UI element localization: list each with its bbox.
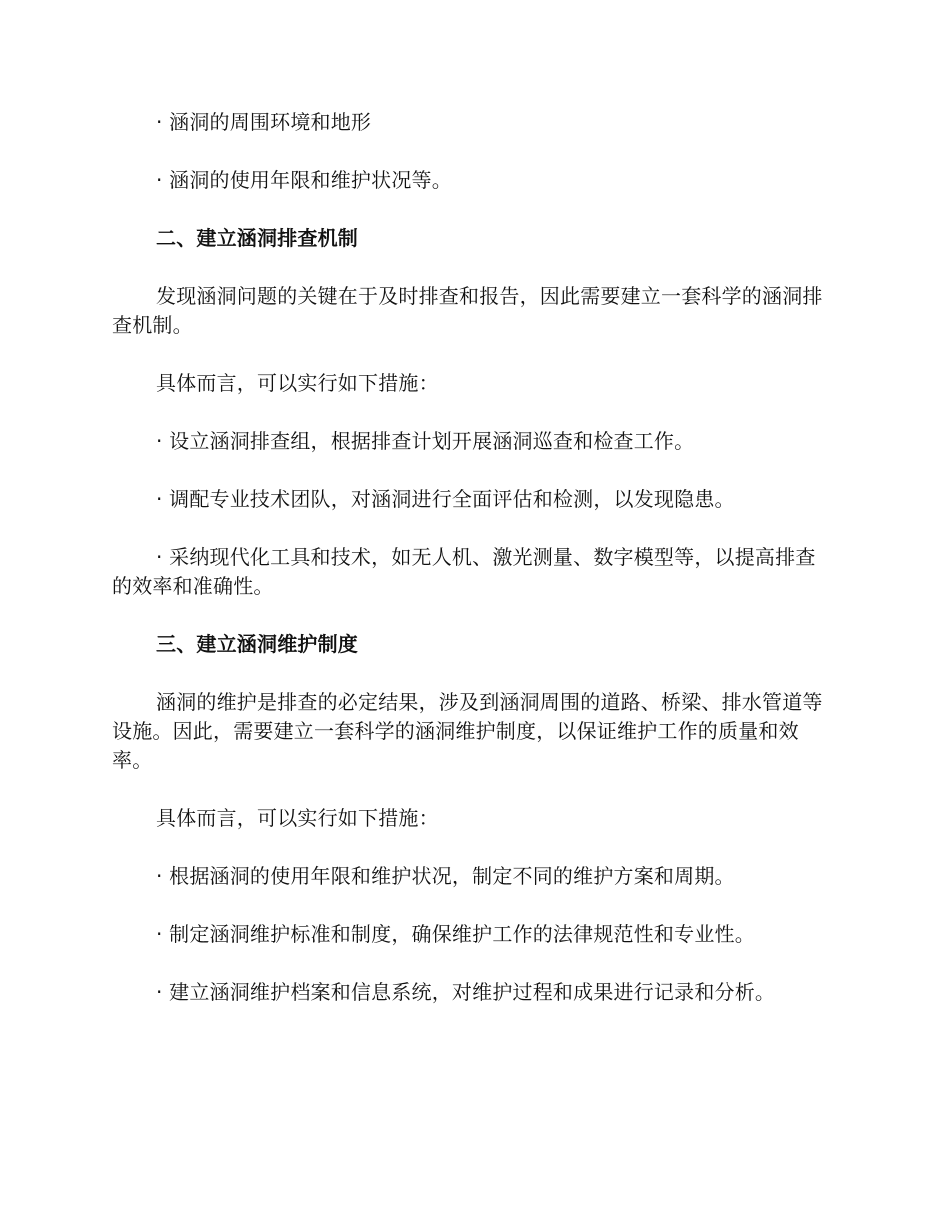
paragraph-inspection-intro: 发现涵洞问题的关键在于及时排查和报告，因此需要建立一套科学的涵洞排查机制。 [112, 284, 823, 337]
bullet-maintenance-standards: · 制定涵洞维护标准和制度，确保维护工作的法律规范性和专业性。 [156, 922, 755, 946]
document-page [112, 108, 832, 1036]
bullet-environment: · 涵洞的周围环境和地形 [156, 110, 372, 134]
paragraph-maintenance-intro: 涵洞的维护是排查的必定结果，涉及到涵洞周围的道路、桥梁、排水管道等设施。因此，需要建立一套科学的涵洞维护制度，以保证维护工作的质量和效率。 [112, 690, 823, 772]
paragraph-measures-1: 具体而言，可以实行如下措施： [156, 371, 439, 395]
bullet-maintenance-plan: · 根据涵洞的使用年限和维护状况，制定不同的维护方案和周期。 [156, 864, 735, 888]
section-heading-2: 二、建立涵洞排查机制 [156, 226, 358, 250]
bullet-technical-team: · 调配专业技术团队，对涵洞进行全面评估和检测，以发现隐患。 [156, 487, 735, 511]
section-heading-3: 三、建立涵洞维护制度 [156, 632, 358, 656]
bullet-service-life: · 涵洞的使用年限和维护状况等。 [156, 168, 452, 192]
bullet-inspection-team: · 设立涵洞排查组，根据排查计划开展涵洞巡查和检查工作。 [156, 429, 695, 453]
bullet-modern-tools: · 采纳现代化工具和技术，如无人机、激光测量、数字模型等，以提高排查的效率和准确性。 [112, 545, 816, 598]
paragraph-measures-2: 具体而言，可以实行如下措施： [156, 806, 439, 830]
bullet-maintenance-records: · 建立涵洞维护档案和信息系统，对维护过程和成果进行记录和分析。 [156, 980, 776, 1004]
